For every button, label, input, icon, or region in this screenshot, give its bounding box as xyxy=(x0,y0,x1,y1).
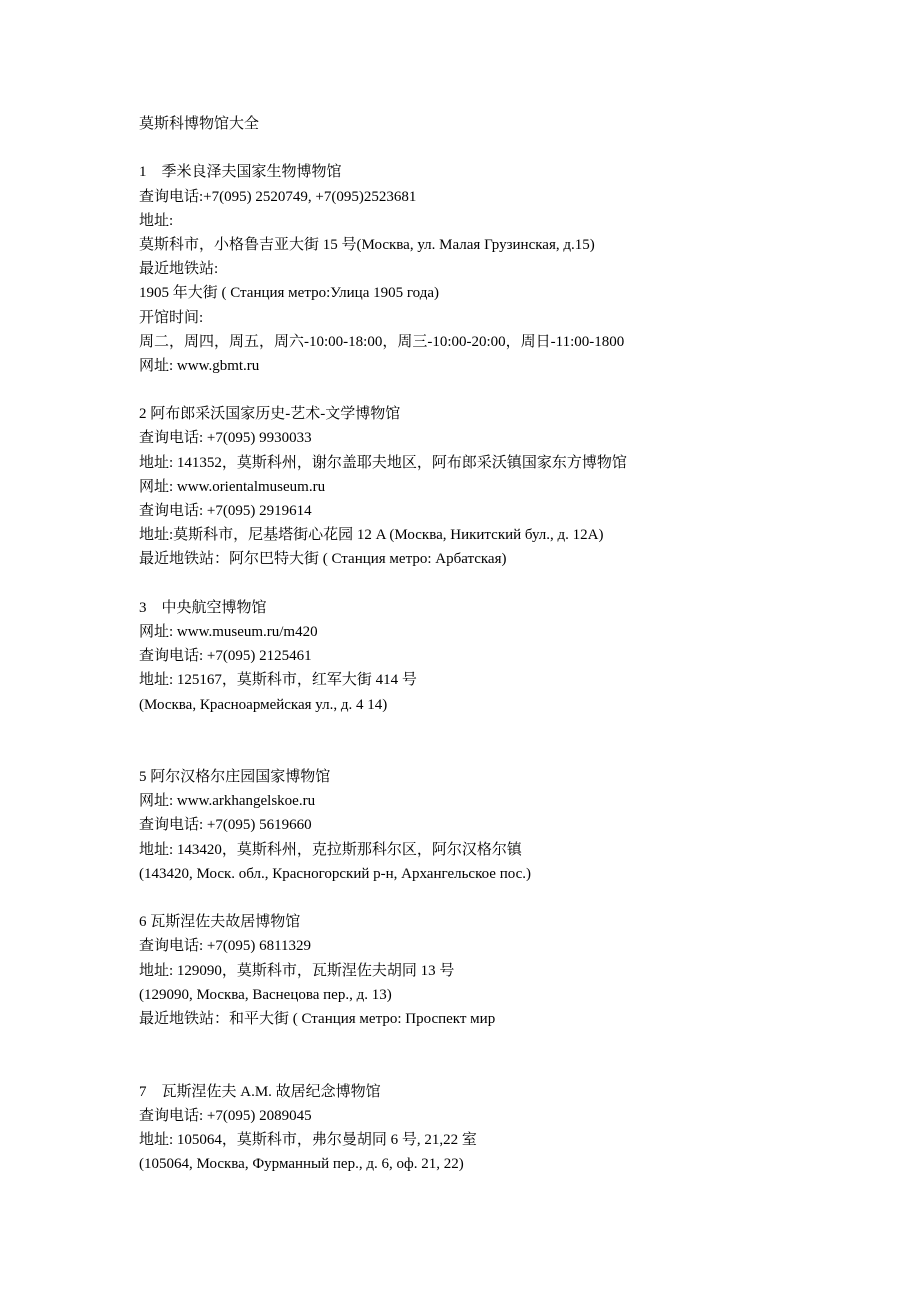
museum-heading: 1 季米良泽夫国家生物博物馆 xyxy=(139,164,342,181)
website-line: 网址: www.arkhangelskoe.ru xyxy=(139,793,316,810)
address-russian-line: (105064, Москва, Фурманный пер., д. 6, оф. 21, 22) xyxy=(139,1156,464,1173)
museum-heading: 2 阿布郎采沃国家历史-艺术-文学博物馆 xyxy=(139,406,401,423)
phone-line: 查询电话: +7(095) 6811329 xyxy=(139,938,312,955)
phone-line: 查询电话: +7(095) 2125461 xyxy=(139,648,312,665)
address-russian-line: (129090, Москва, Васнецова пер., д. 13) xyxy=(139,986,392,1003)
spacer xyxy=(139,136,879,160)
document-title: 莫斯科博物馆大全 xyxy=(139,116,260,132)
museum-heading: 6 瓦斯涅佐夫故居博物馆 xyxy=(139,914,301,931)
address-label: 地址: xyxy=(139,212,174,229)
website-line: 网址: www.museum.ru/m420 xyxy=(139,623,318,640)
address-line: 地址: 105064，莫斯科市，弗尔曼胡同 6 号, 21,22 室 xyxy=(139,1131,477,1148)
address-line: 地址: 125167，莫斯科市，红军大街 414 号 xyxy=(139,672,417,689)
address-line: 地址: 141352，莫斯科州，谢尔盖耶夫地区，阿布郎采沃镇国家东方博物馆 xyxy=(139,454,627,471)
address-line: 地址: 143420，莫斯科州，克拉斯那科尔区，阿尔汉格尔镇 xyxy=(139,841,522,858)
spacer xyxy=(139,1031,879,1079)
museum-heading: 3 中央航空博物馆 xyxy=(139,599,267,616)
phone-line: 查询电话: +7(095) 9930033 xyxy=(139,430,312,447)
metro-line: 1905 年大街 ( Станция метро:Улица 1905 года) xyxy=(139,285,439,302)
document-page xyxy=(139,112,879,1176)
spacer xyxy=(139,886,879,910)
museum-entry-5 xyxy=(139,765,879,886)
museum-entry-3 xyxy=(139,596,879,717)
address-russian-line: (143420, Моск. обл., Красногорский р-н, Архангельское пос.) xyxy=(139,865,532,882)
museum-heading: 7 瓦斯涅佐夫 A.M. 故居纪念博物馆 xyxy=(139,1083,381,1100)
metro-line: 最近地铁站：阿尔巴特大街 ( Станция метро: Арбатская) xyxy=(139,551,507,568)
phone-line: 查询电话: +7(095) 2919614 xyxy=(139,503,312,519)
museum-heading: 5 阿尔汉格尔庄园国家博物馆 xyxy=(139,769,331,786)
museum-entry-1 xyxy=(139,160,879,378)
museum-entry-6 xyxy=(139,910,879,1031)
museum-entry-2 xyxy=(139,402,879,571)
phone-line: 查询电话: +7(095) 2089045 xyxy=(139,1107,312,1124)
website-line: 网址: www.gbmt.ru xyxy=(139,357,260,374)
address-line: 莫斯科市，小格鲁吉亚大街 15 号(Москва, ул. Малая Грузинская, д.15) xyxy=(139,236,595,253)
phone-line: 查询电话:+7(095) 2520749, +7(095)2523681 xyxy=(139,188,417,205)
hours-label: 开馆时间: xyxy=(139,309,204,326)
address-russian-line: (Москва, Красноармейская ул., д. 4 14) xyxy=(139,696,388,713)
phone-line: 查询电话: +7(095) 5619660 xyxy=(139,817,312,834)
spacer xyxy=(139,378,879,402)
spacer xyxy=(139,572,879,596)
hours-line: 周二，周四，周五，周六-10:00-18:00，周三-10:00-20:00，周日-11:00-1800 xyxy=(139,333,625,350)
address-line: 地址: 129090，莫斯科市，瓦斯涅佐夫胡同 13 号 xyxy=(139,962,455,979)
metro-line: 最近地铁站：和平大街 ( Станция метро: Проспект мир xyxy=(139,1010,496,1027)
metro-label: 最近地铁站: xyxy=(139,261,219,278)
spacer xyxy=(139,717,879,765)
museum-entry-7 xyxy=(139,1080,879,1177)
address-line: 地址:莫斯科市，尼基塔街心花园 12 A (Москва, Никитский бул., д. 12А) xyxy=(139,527,604,544)
website-line: 网址: www.orientalmuseum.ru xyxy=(139,478,326,495)
